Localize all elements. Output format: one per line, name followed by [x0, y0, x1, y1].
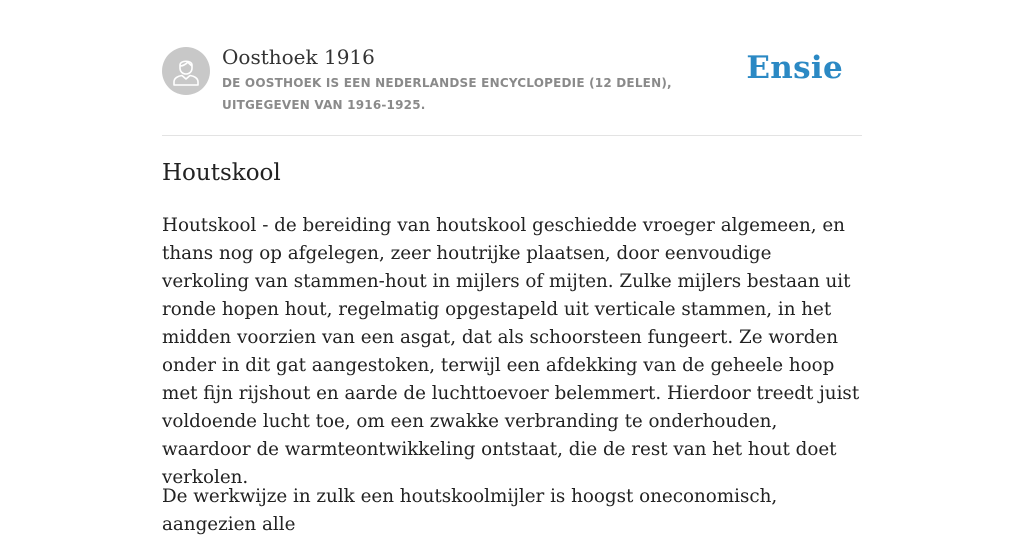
source-description: DE OOSTHOEK IS EEN NEDERLANDSE ENCYCLOPEDIE (12 DELEN), UITGEGEVEN VAN 1916-1925. [222, 76, 672, 112]
article-paragraph: De werkwijze in zulk een houtskoolmijler is hoogst oneconomisch, aangezien alle [162, 486, 778, 535]
user-icon [172, 56, 200, 86]
article-paragraph: Houtskool - de bereiding van houtskool geschiedde vroeger algemeen, en thans nog op afgelegen, zeer houtrijke plaatsen, door eenvoudige verkoling van stammen-hout in mijlers of mijten. Zulke mijlers bestaan uit ronde hopen hout, regelmatig opgestapeld uit verticale stammen, in het midden voorzien van een asgat, dat als schoorsteen fungeert. Ze worden onder in dit gat aangestoken, terwijl een afdekking van de geheele hoop met fijn rijshout en aarde de luchttoevoer belemmert. Hierdoor treedt juist voldoende lucht toe, om een zwakke verbranding te onderhouden, waardoor de warmteontwikkeling ontstaat, die de rest van het hout doet verkolen. [162, 215, 860, 488]
content-container [162, 0, 862, 535]
article-title: Houtskool [162, 160, 281, 186]
source-avatar[interactable] [162, 47, 210, 95]
source-name[interactable]: Oosthoek 1916 [222, 45, 375, 69]
source-header [162, 0, 862, 136]
brand-logo[interactable]: Ensie [746, 50, 843, 86]
